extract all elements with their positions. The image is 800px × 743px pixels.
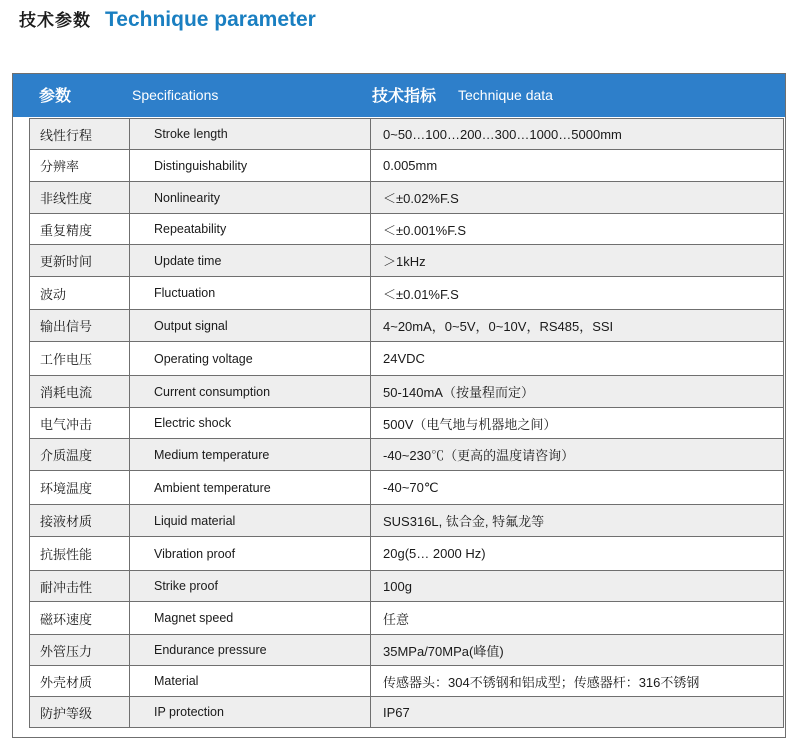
param-value: 24VDC (371, 342, 784, 375)
spec-table (12, 73, 786, 738)
param-name-en: Stroke length (130, 119, 371, 149)
param-name-en: Operating voltage (130, 342, 371, 375)
table-row (29, 696, 784, 728)
param-name-en: Output signal (130, 310, 371, 341)
param-name-en: Nonlinearity (130, 182, 371, 213)
param-name-cn: 波动 (29, 277, 130, 309)
param-name-cn: 抗振性能 (29, 537, 130, 570)
param-value: ＜±0.02%F.S (371, 182, 784, 213)
param-value: ＜±0.01%F.S (371, 277, 784, 309)
table-row (29, 634, 784, 665)
param-name-en: Distinguishability (130, 150, 371, 181)
param-value: -40~230℃（更高的温度请咨询） (371, 439, 784, 470)
param-name-cn: 工作电压 (29, 342, 130, 375)
param-name-en: Current consumption (130, 376, 371, 407)
param-name-en: Endurance pressure (130, 635, 371, 665)
table-row (29, 375, 784, 407)
table-row (29, 149, 784, 181)
title-english: Technique parameter (105, 8, 316, 31)
table-row (29, 244, 784, 276)
table-header (13, 74, 785, 117)
param-name-en: Ambient temperature (130, 471, 371, 504)
param-value: 100g (371, 571, 784, 601)
header-param-cn: 参数 (39, 86, 72, 105)
table-row (29, 470, 784, 504)
param-value: 50-140mA（按量程而定） (371, 376, 784, 407)
table-row (29, 438, 784, 470)
param-name-cn: 消耗电流 (29, 376, 130, 407)
param-name-en: Strike proof (130, 571, 371, 601)
header-data-en: Technique data (458, 87, 553, 103)
table-row (29, 601, 784, 634)
page-title (19, 6, 316, 38)
param-value: 0~50…100…200…300…1000…5000mm (371, 119, 784, 149)
param-name-cn: 外管压力 (29, 635, 130, 665)
table-row (29, 665, 784, 696)
param-value: 0.005mm (371, 150, 784, 181)
table-row (29, 407, 784, 438)
param-name-en: Magnet speed (130, 602, 371, 634)
table-row (29, 276, 784, 309)
param-name-cn: 输出信号 (29, 310, 130, 341)
param-name-en: Repeatability (130, 214, 371, 244)
param-name-en: IP protection (130, 697, 371, 727)
param-name-cn: 介质温度 (29, 439, 130, 470)
param-name-cn: 耐冲击性 (29, 571, 130, 601)
param-value: 20g(5… 2000 Hz) (371, 537, 784, 570)
param-name-cn: 非线性度 (29, 182, 130, 213)
title-chinese: 技术参数 (19, 11, 91, 31)
param-value: 500V（电气地与机器地之间） (371, 408, 784, 438)
table-row (29, 213, 784, 244)
param-name-cn: 更新时间 (29, 245, 130, 276)
param-name-en: Medium temperature (130, 439, 371, 470)
param-name-cn: 环境温度 (29, 471, 130, 504)
param-name-cn: 接液材质 (29, 505, 130, 536)
param-value: ＜±0.001%F.S (371, 214, 784, 244)
table-body (29, 118, 784, 728)
header-spec-en: Specifications (132, 87, 219, 103)
param-name-cn: 外壳材质 (29, 666, 130, 696)
param-value: 4~20mA，0~5V，0~10V，RS485，SSI (371, 310, 784, 341)
table-row (29, 570, 784, 601)
header-data-cn: 技术指标 (372, 86, 437, 105)
table-row (29, 118, 784, 149)
param-value: 传感器头：304不锈钢和铝成型；传感器杆：316不锈钢 (371, 666, 784, 696)
table-row (29, 309, 784, 341)
param-name-en: Material (130, 666, 371, 696)
param-value: 35MPa/70MPa(峰值) (371, 635, 784, 665)
param-name-cn: 分辨率 (29, 150, 130, 181)
param-name-cn: 磁环速度 (29, 602, 130, 634)
param-value: 任意 (371, 602, 784, 634)
param-name-cn: 电气冲击 (29, 408, 130, 438)
table-row (29, 536, 784, 570)
param-name-en: Vibration proof (130, 537, 371, 570)
table-row (29, 341, 784, 375)
param-value: ＞1kHz (371, 245, 784, 276)
param-name-en: Fluctuation (130, 277, 371, 309)
param-name-cn: 重复精度 (29, 214, 130, 244)
table-row (29, 181, 784, 213)
param-name-en: Update time (130, 245, 371, 276)
param-value: -40~70℃ (371, 471, 784, 504)
param-name-en: Electric shock (130, 408, 371, 438)
param-value: IP67 (371, 697, 784, 727)
param-value: SUS316L, 钛合金, 特氟龙等 (371, 505, 784, 536)
param-name-cn: 防护等级 (29, 697, 130, 727)
table-row (29, 504, 784, 536)
param-name-cn: 线性行程 (29, 119, 130, 149)
param-name-en: Liquid material (130, 505, 371, 536)
